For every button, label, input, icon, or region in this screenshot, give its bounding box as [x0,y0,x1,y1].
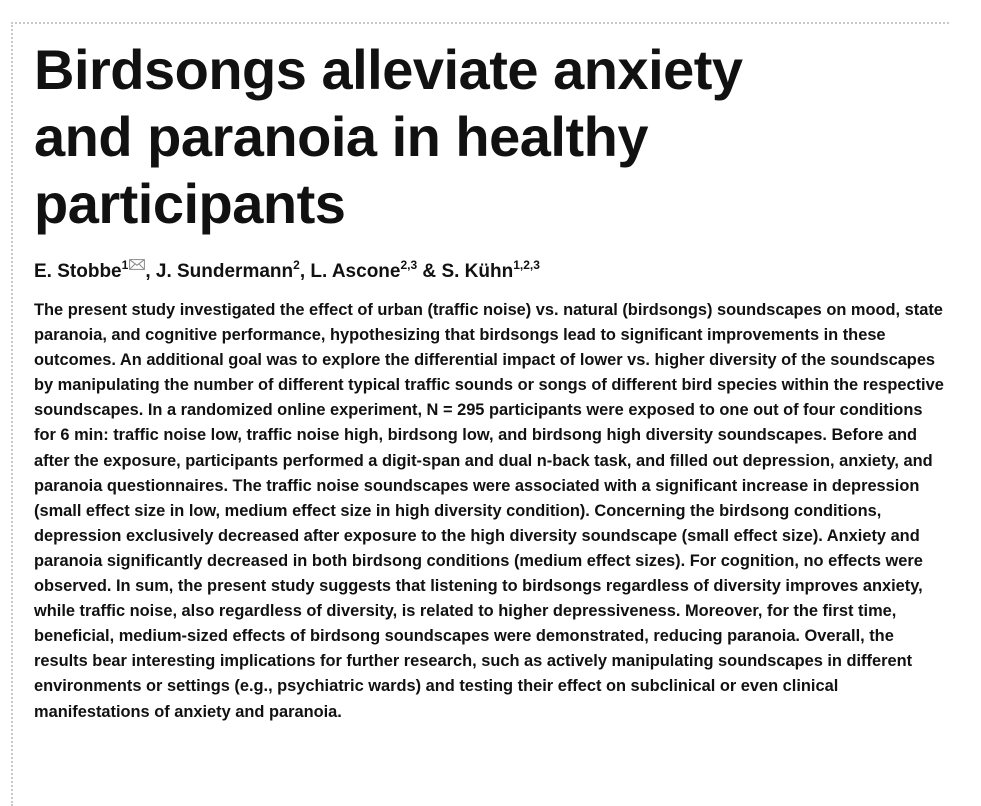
author-affiliation: 2,3 [400,258,418,272]
dotted-left-border [11,22,13,806]
abstract-text: The present study investigated the effect of urban (traffic noise) vs. natural (birdsongs) soundscapes on mood, state paranoia, and cognitive performance, hypothesizing that birdsongs lead to significant improvements in these outcomes. An additional goal was to explore the differential impact of lower vs. higher diversity of the soundscapes by manipulating the number of different typical traffic sounds or songs of different bird species within the respective soundscapes. In a randomized online experiment, N = 295 participants were exposed to one out of four conditions for 6 min: traffic noise low, traffic noise high, birdsong low, and birdsong high diversity soundscapes. Before and after the exposure, participants performed a digit-span and dual n-back task, and filled out depression, anxiety, and paranoia questionnaires. The traffic noise soundscapes were associated with a significant increase in depression (small effect size in low, medium effect size in high diversity condition). Concerning the birdsong conditions, depression exclusively decreased after exposure to the high diversity soundscape (small effect size). Anxiety and paranoia significantly decreased in both birdsong conditions (medium effect sizes). For cognition, no effects were observed. In sum, the present study suggests that listening to birdsongs regardless of diversity improves anxiety, while traffic noise, also regardless of diversity, is related to higher depressiveness. Moreover, for the first time, beneficial, medium-sized effects of birdsong soundscapes were demonstrated, reducing paranoia. Overall, the results bear interesting implications for further research, such as actively manipulating soundscapes in different environments or settings (e.g., psychiatric wards) and testing their effect on subclinical or even clinical manifestations of anxiety and paranoia. [34,301,944,721]
author-separator: , [299,261,311,283]
author [34,258,156,283]
author [441,258,540,283]
author-separator: , [145,261,156,283]
author-list [34,252,934,285]
author-affiliation: 1,2,3 [513,258,540,272]
author-name: J. Sundermann [155,261,294,283]
author-name: S. Kühn [441,261,514,283]
author [310,258,442,283]
article-title: Birdsongs alleviate anxiety and paranoia in healthy participants [34,38,743,235]
author-affiliation: 2 [293,258,300,272]
dotted-top-border [11,22,949,24]
author-name: L. Ascone [310,261,401,283]
envelope-icon[interactable] [129,252,145,278]
author-name: E. Stobbe [34,261,122,283]
author-separator: & [417,261,442,283]
author [155,258,311,283]
author-affiliation: 1 [121,258,129,272]
